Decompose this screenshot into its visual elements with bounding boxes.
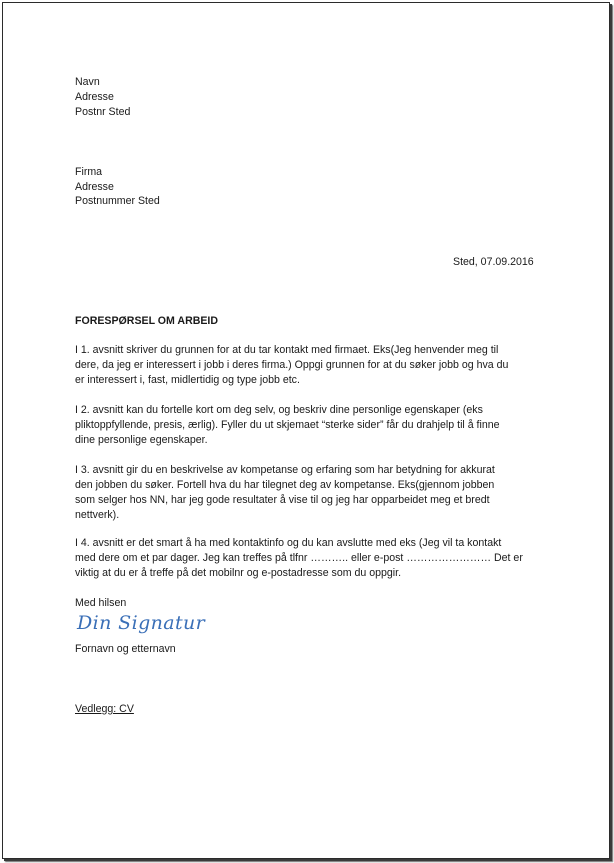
paragraph-line: pliktoppfyllende, presis, ærlig). Fyller du ut skjemaet “sterke sider” får du drahjelp til å finne xyxy=(75,419,500,431)
letter-subject: FORESPØRSEL OM ARBEID xyxy=(75,315,219,327)
place-date: Sted, 07.09.2016 xyxy=(453,256,534,268)
full-name: Fornavn og etternavn xyxy=(75,643,176,655)
paragraph-line: nettverk). xyxy=(75,509,120,521)
recipient-address: Adresse xyxy=(75,181,114,193)
recipient-company: Firma xyxy=(75,166,103,178)
recipient-postal: Postnummer Sted xyxy=(75,195,160,207)
sender-address: Adresse xyxy=(75,91,114,103)
paragraph-4 xyxy=(75,536,540,581)
paragraph-line: I 3. avsnitt gir du en beskrivelse av kompetanse og erfaring som har betydning for akkurat xyxy=(75,464,495,476)
paragraph-1 xyxy=(75,343,540,388)
closing-greeting: Med hilsen xyxy=(75,597,127,609)
paragraph-line: I 2. avsnitt kan du fortelle kort om deg selv, og beskriv dine personlige egenskaper (eks xyxy=(75,404,483,416)
paragraph-line: dine personlige egenskaper. xyxy=(75,434,208,446)
paragraph-line: I 1. avsnitt skriver du grunnen for at du tar kontakt med firmaet. Eks(Jeg henvender meg til xyxy=(75,344,499,356)
paragraph-line: viktig at du er å treffe på det mobilnr og e-postadresse som du oppgir. xyxy=(75,567,402,579)
signature: Din Signatur xyxy=(77,612,206,634)
paragraph-line: som selger hos NN, har jeg gode resultater å vise til og jeg har opparbeidet meg et bredt xyxy=(75,494,490,506)
paragraph-line: med dere om et par dager. Jeg kan treffes på tlfnr ……….. eller e-post …………………… Det er xyxy=(75,552,523,564)
paragraph-2 xyxy=(75,403,540,448)
paragraph-line: dere, da jeg er interessert i jobb i deres firma.) Oppgi grunnen for at du søker jobb og hva du xyxy=(75,359,509,371)
paragraph-line: er interessert i, fast, midlertidig og type jobb etc. xyxy=(75,374,300,386)
paragraph-line: den jobben du søker. Fortell hva du har tilegnet deg av kompetanse. Eks(gjennom jobben xyxy=(75,479,495,491)
sender-postal: Postnr Sted xyxy=(75,106,131,118)
sender-name: Navn xyxy=(75,76,100,88)
paragraph-3 xyxy=(75,463,540,523)
paragraph-line: I 4. avsnitt er det smart å ha med kontaktinfo og du kan avslutte med eks (Jeg vil ta kontakt xyxy=(75,537,502,549)
attachment-line: Vedlegg: CV xyxy=(75,703,134,715)
